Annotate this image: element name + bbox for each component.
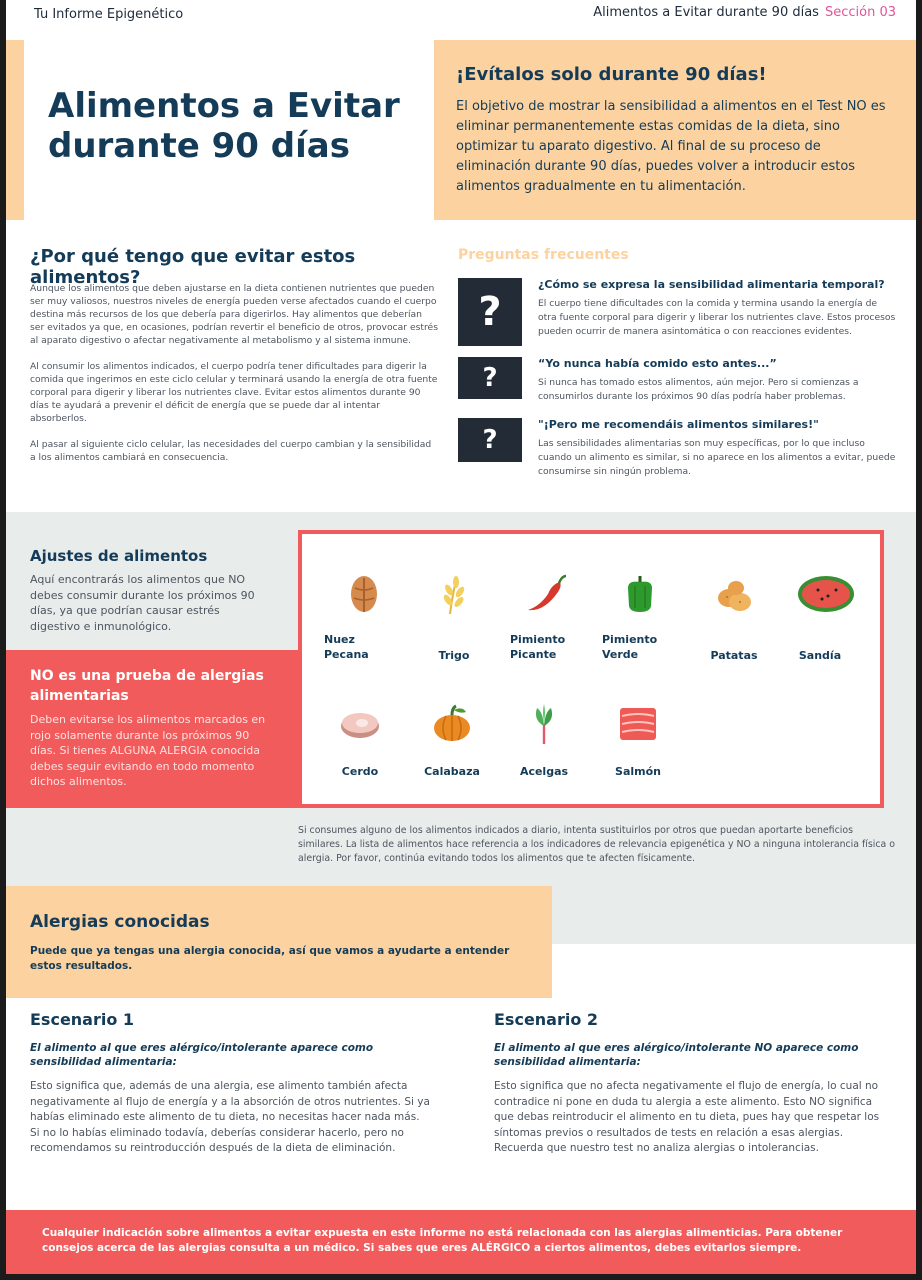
food-item bbox=[322, 566, 406, 622]
food-label-container bbox=[410, 764, 494, 779]
food-label: Calabaza bbox=[424, 765, 480, 778]
not-allergy-text: Deben evitarse los alimentos marcados en rojo solamente durante los próximos 90 días. Si tienes ALGUNA ALERGIA conocida debes seguir evitando en todo momento dichos alimentos. bbox=[30, 713, 266, 788]
food-item bbox=[504, 566, 588, 622]
scenario-title: Escenario 1 bbox=[30, 1010, 135, 1029]
substitution-note: Si consumes alguno de los alimentos indicados a diario, intenta sustituirlos por otros que puedan aportarte beneficios similares. La lista de alimentos hace referencia a los indicadores de relevancia epigenética y NO a ninguna intolerancia física o alergia. Por favor, continúa evitando todos los alimentos que te afecten físicamente. bbox=[298, 825, 896, 864]
why-section-body bbox=[30, 282, 438, 477]
food-label-container bbox=[502, 764, 586, 779]
scenario-body: Esto significa que no afecta negativamente el flujo de energía, lo cual no contradice ni pone en duda tu alergia a este alimento. Esto NO significa que debas reintroducir el alimento en tu dieta, pues hay que respetar los síntomas previos o resultados de tests en relación a esas alergias. Recuerda que nuestro test no analiza alergias o intolerancias. bbox=[494, 1080, 880, 1154]
section-title: Alimentos a Evitar durante 90 días bbox=[593, 5, 819, 20]
food-item bbox=[596, 696, 680, 752]
why-paragraph: Aunque los alimentos que deben ajustarse en la dieta contienen nutrientes que pueden ser muy valiosos, nuestros niveles de energía pueden verse afectados cuando el cuerpo destina más recursos de los que debería para digerirlos. Hay alimentos que deberían ser evitados ya que, en ocasiones, podrían revertir el beneficio de otros, provocar estrés al aparato digestivo o afectar negativamente al metabolismo y al sistema inmune. bbox=[30, 283, 438, 346]
faq-answer-block bbox=[538, 278, 898, 339]
faq-answer: Si nunca has tomado estos alimentos, aún mejor. Pero si comienzas a consumirlos durante los próximos 90 días podría haber problemas. bbox=[538, 377, 859, 402]
food-label-container bbox=[596, 764, 680, 779]
food-label: Sandía bbox=[798, 649, 842, 662]
hero-box-text: El objetivo de mostrar la sensibilidad a alimentos en el Test NO es eliminar permanentemente estas comidas de la dieta, sino optimizar tu aparato digestivo. Al final de su proceso de eliminación durante 90 días, puedes volver a introducir estos alimentos gradualmente en tu alimentación. bbox=[456, 99, 886, 194]
hero-accent-strip bbox=[6, 40, 24, 220]
pork-icon bbox=[318, 696, 402, 752]
food-item bbox=[692, 566, 776, 622]
hero-box-title: ¡Evítalos solo durante 90 días! bbox=[456, 64, 767, 85]
question-mark-icon: ? bbox=[458, 418, 522, 462]
watermelon-icon bbox=[784, 566, 868, 622]
chard-icon bbox=[502, 696, 586, 752]
faq-answer-block bbox=[538, 418, 898, 479]
why-paragraph: Al consumir los alimentos indicados, el cuerpo podría tener dificultades para digerir la comida que ingerimos en este ciclo celular y terminará usando la energía de otra fuente corporal para digerir y liberar los nutrientes clave. Evitar estos alimentos durante 90 días te ayudará a prevenir el déficit de energía que se puede dar al intentar absorberlos. bbox=[30, 361, 438, 424]
salmon-icon bbox=[596, 696, 680, 752]
section-header bbox=[593, 5, 896, 20]
faq-item bbox=[458, 357, 898, 401]
disclaimer-text: Cualquier indicación sobre alimentos a evitar expuesta en este informe no está relacionada con las alergias alimenticias. Para obtener consejos acerca de las alergias consulta a un médico. Si sabes que eres ALÉRGICO a ciertos alimentos, debes evitarlos siempre. bbox=[42, 1227, 843, 1254]
faq-question: ¿Cómo se expresa la sensibilidad alimentaria temporal? bbox=[538, 278, 885, 291]
not-allergy-title: NO es una prueba de alergias alimentarias bbox=[30, 668, 264, 704]
faq-item bbox=[458, 418, 898, 482]
why-section-title: ¿Por qué tengo que evitar estos alimentos? bbox=[30, 246, 356, 288]
scenario-1 bbox=[30, 1010, 430, 1157]
food-label-container bbox=[510, 632, 594, 662]
food-label: Trigo bbox=[438, 649, 470, 662]
faq-answer: Las sensibilidades alimentarias son muy específicas, por lo que incluso cuando un alimento es similar, si no aparece en los alimentos a evitar, puede consumirse sin ningún problema. bbox=[538, 438, 896, 477]
question-mark-icon: ? bbox=[458, 278, 522, 346]
faq-answer-block bbox=[538, 357, 898, 404]
food-label-container bbox=[324, 632, 408, 662]
foods-to-avoid-panel bbox=[298, 530, 884, 808]
food-label-container bbox=[602, 632, 686, 662]
food-label: Patatas bbox=[710, 649, 758, 662]
wheat-icon bbox=[412, 566, 496, 622]
top-bar bbox=[6, 0, 916, 40]
food-label: Cerdo bbox=[341, 765, 379, 778]
scenario-body: Esto significa que, además de una alergia, ese alimento también afecta negativamente al flujo de energía y a la absorción de otros nutrientes. Si ya habías eliminado este alimento de tu dieta, no necesitas hacer nada más. Si no lo habías eliminado todavía, deberías considerar hacerlo, pero no recomendamos su reintroducción después de la dieta de eliminación. bbox=[30, 1080, 430, 1154]
faq-question: "¡Pero me recomendáis alimentos similares!" bbox=[538, 418, 819, 431]
known-allergies-box bbox=[6, 886, 552, 998]
question-mark-icon: ? bbox=[458, 357, 522, 399]
faq-title: Preguntas frecuentes bbox=[458, 247, 629, 263]
food-label-container bbox=[778, 648, 862, 663]
green-pepper-icon bbox=[598, 566, 682, 622]
food-item bbox=[784, 566, 868, 622]
food-label: Salmón bbox=[615, 765, 661, 778]
report-brand: Tu Informe Epigenético bbox=[34, 7, 184, 22]
adjustments-title: Ajustes de alimentos bbox=[30, 547, 208, 565]
food-label: Nuez Pecana bbox=[324, 633, 369, 661]
potatoes-icon bbox=[692, 566, 776, 622]
faq-item bbox=[458, 278, 898, 348]
adjustments-text: Aquí encontrarás los alimentos que NO debes consumir durante los próximos 90 días, ya que podrían causar estrés digestivo e inmunológico. bbox=[30, 573, 255, 633]
section-number: Sección 03 bbox=[824, 5, 896, 20]
food-label-container bbox=[412, 648, 496, 663]
food-item bbox=[598, 566, 682, 622]
page-title: Alimentos a Evitar durante 90 días bbox=[48, 86, 400, 166]
pumpkin-icon bbox=[410, 696, 494, 752]
food-label: Pimiento Picante bbox=[510, 633, 566, 661]
scenario-2 bbox=[494, 1010, 894, 1157]
faq-answer: El cuerpo tiene dificultades con la comida y termina usando la energía de otra fuente corporal para digerir y liberar los nutrientes clave. Estos procesos pueden ocurrir de manera asintomática o con reacciones evidentes. bbox=[538, 298, 896, 337]
report-page bbox=[6, 0, 916, 1274]
scenario-title: Escenario 2 bbox=[494, 1010, 599, 1029]
hero-info-box bbox=[434, 40, 916, 220]
food-label: Pimiento Verde bbox=[602, 633, 658, 661]
food-label: Acelgas bbox=[519, 765, 569, 778]
food-label-container bbox=[318, 764, 402, 779]
scenario-subtitle: El alimento al que eres alérgico/intolerante aparece como sensibilidad alimentaria: bbox=[30, 1042, 374, 1068]
chili-pepper-icon bbox=[504, 566, 588, 622]
food-label-container bbox=[692, 648, 776, 663]
pecan-icon bbox=[322, 566, 406, 622]
known-allergies-title: Alergias conocidas bbox=[30, 912, 210, 932]
faq-question: “Yo nunca había comido esto antes...” bbox=[538, 357, 777, 370]
food-item bbox=[412, 566, 496, 622]
allergy-disclaimer-footer bbox=[6, 1210, 916, 1274]
why-paragraph: Al pasar al siguiente ciclo celular, las necesidades del cuerpo cambian y la sensibilidad a los alimentos cambiará en consecuencia. bbox=[30, 439, 432, 463]
not-allergy-test-box bbox=[6, 650, 298, 808]
food-item bbox=[410, 696, 494, 752]
known-allergies-text: Puede que ya tengas una alergia conocida, así que vamos a ayudarte a entender estos resultados. bbox=[30, 945, 510, 972]
scenario-subtitle: El alimento al que eres alérgico/intolerante NO aparece como sensibilidad alimentaria: bbox=[494, 1042, 859, 1068]
food-item bbox=[502, 696, 586, 752]
food-item bbox=[318, 696, 402, 752]
